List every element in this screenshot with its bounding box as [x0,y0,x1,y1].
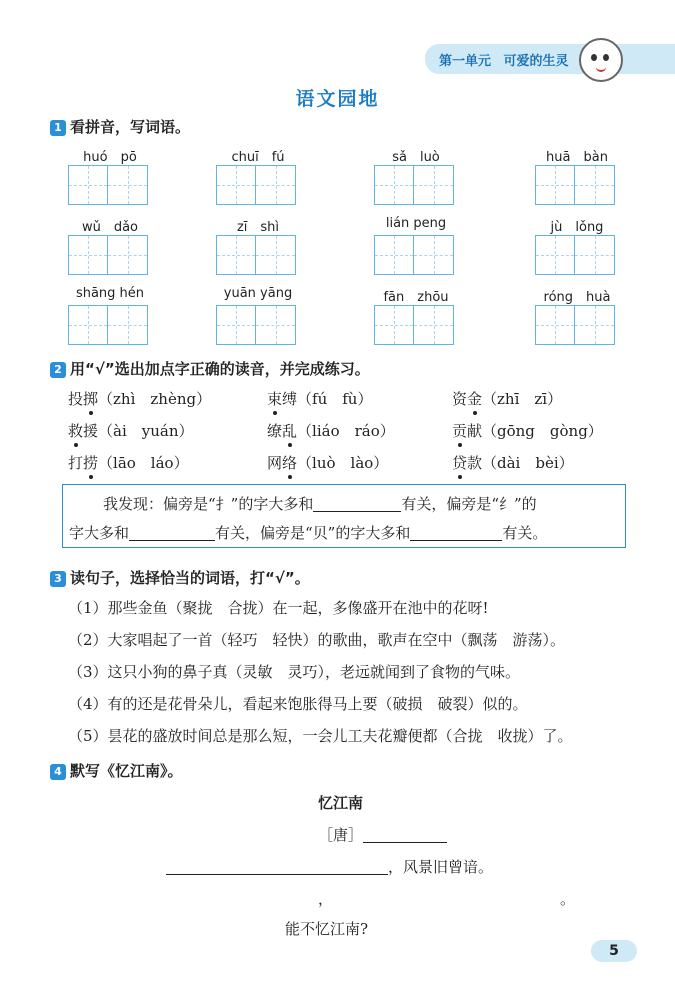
dotted-character: 金 [467,390,483,408]
poem-last-line: 能不忆江南? [285,920,369,938]
pinyin-label: róng huà [543,290,611,305]
section-4-heading: 4 默写《忆江南》。 [50,760,183,781]
pinyin-label: lián peng [385,216,447,231]
unit-number: 第一单元 [439,54,492,69]
writing-cell[interactable] [68,235,108,275]
pinyin-word-block [68,146,152,205]
dotted-character: 救 [68,422,84,440]
writing-cell[interactable] [256,235,296,275]
dotted-character: 乱 [282,422,298,440]
pinyin-word-block [68,216,152,275]
sentence-2: （2）大家唱起了一首（轻巧 轻快）的歌曲，歌声在空中（飘荡 游荡）。 [68,631,566,649]
writing-cell[interactable] [575,165,615,205]
unit-title: 可爱的生灵 [503,54,569,69]
writing-cell[interactable] [535,165,575,205]
reading-choice-item: 束缚（fú fù） [267,390,373,408]
pinyin-label: sǎ luò [392,150,440,165]
sentence-1: （1）那些金鱼（聚拢 合拢）在一起，多像盛开在池中的花呀! [68,599,489,617]
writing-cell[interactable] [216,305,256,345]
writing-cell[interactable] [108,305,148,345]
sentence-5: （5）昙花的盛放时间总是那么短，一会儿工夫花瓣便都（合拢 收拢）了。 [68,727,573,745]
pinyin-label: zī shì [236,220,280,235]
discovery-box: 我发现：偏旁是“扌”的字大多和 有关，偏旁是“纟”的 字大多和 有关，偏旁是“贝”的字大多和 有关。 [62,484,626,548]
pinyin-word-block [374,146,458,205]
pinyin-word-block [535,216,619,275]
pinyin-word-block [68,286,152,345]
pinyin-label: huó pō [83,150,137,165]
dotted-character: 捞 [83,454,99,472]
dotted-character: 束 [267,390,283,408]
writing-cell[interactable] [414,165,454,205]
pinyin-label: yuān yāng [223,286,293,301]
pinyin-word-block [535,146,619,205]
reading-choice-item: 投掷（zhì zhèng） [68,390,212,408]
writing-cell[interactable] [108,235,148,275]
reading-choice-item: 打捞（lāo láo） [68,454,189,472]
pinyin-word-block [535,286,619,345]
writing-cell[interactable] [414,305,454,345]
pinyin-label: huā bàn [546,150,608,165]
unit-banner [425,44,675,74]
writing-cell[interactable] [414,235,454,275]
writing-cell[interactable] [216,235,256,275]
dotted-character: 掷 [83,390,99,408]
dotted-character: 络 [282,454,298,472]
writing-cell[interactable] [68,165,108,205]
poem-title: 忆江南 [318,794,364,812]
reading-choice-item: 资金（zhī zī） [452,390,563,408]
reading-choice-item: 网络（luò lào） [267,454,389,472]
pinyin-label: wǔ dǎo [81,220,139,235]
reading-choice-item: 贷款（dài bèi） [452,454,574,472]
writing-cell[interactable] [575,305,615,345]
writing-cell[interactable] [535,235,575,275]
writing-cell[interactable] [374,165,414,205]
section-3-heading: 3 读句子，选择恰当的词语，打“√”。 [50,567,310,588]
reading-choice-item: 救援（ài yuán） [68,422,194,440]
writing-cell[interactable] [575,235,615,275]
page-title: 语文园地 [295,88,380,110]
reading-choice-item: 贡献（gōng gòng） [452,422,603,440]
pinyin-word-block [374,286,458,345]
pinyin-word-block [216,146,300,205]
pinyin-label: jù lǒng [550,220,604,235]
pinyin-word-block [216,216,300,275]
poem-author-line: ［唐］ [318,824,447,845]
writing-cell[interactable] [216,165,256,205]
writing-cell[interactable] [374,305,414,345]
poem-comma: ， [318,890,334,908]
mascot-icon [579,38,623,82]
poem-period: 。 [560,890,576,908]
pinyin-word-block [374,216,458,275]
pinyin-label: chuī fú [231,150,285,165]
pinyin-label: fān zhōu [383,290,449,305]
writing-cell[interactable] [374,235,414,275]
poem-line-1: ，风景旧曾谙。 [166,856,493,877]
dotted-character: 贷 [452,454,468,472]
dotted-character: 贡 [452,422,468,440]
writing-cell[interactable] [68,305,108,345]
section-2-heading: 2 用“√”选出加点字正确的读音，并完成练习。 [50,358,370,379]
pinyin-word-block [216,286,300,345]
reading-choice-item: 缭乱（liáo ráo） [267,422,395,440]
sentence-4: （4）有的还是花骨朵儿，看起来饱胀得马上要（破损 破裂）似的。 [68,695,528,713]
section-1-heading: 1 看拼音，写词语。 [50,116,190,137]
page-number: 5 [591,940,637,962]
writing-cell[interactable] [108,165,148,205]
writing-cell[interactable] [256,305,296,345]
writing-cell[interactable] [535,305,575,345]
sentence-3: （3）这只小狗的鼻子真（灵敏 灵巧），老远就闻到了食物的气味。 [68,663,521,681]
writing-cell[interactable] [256,165,296,205]
pinyin-label: shāng hén [75,286,145,301]
